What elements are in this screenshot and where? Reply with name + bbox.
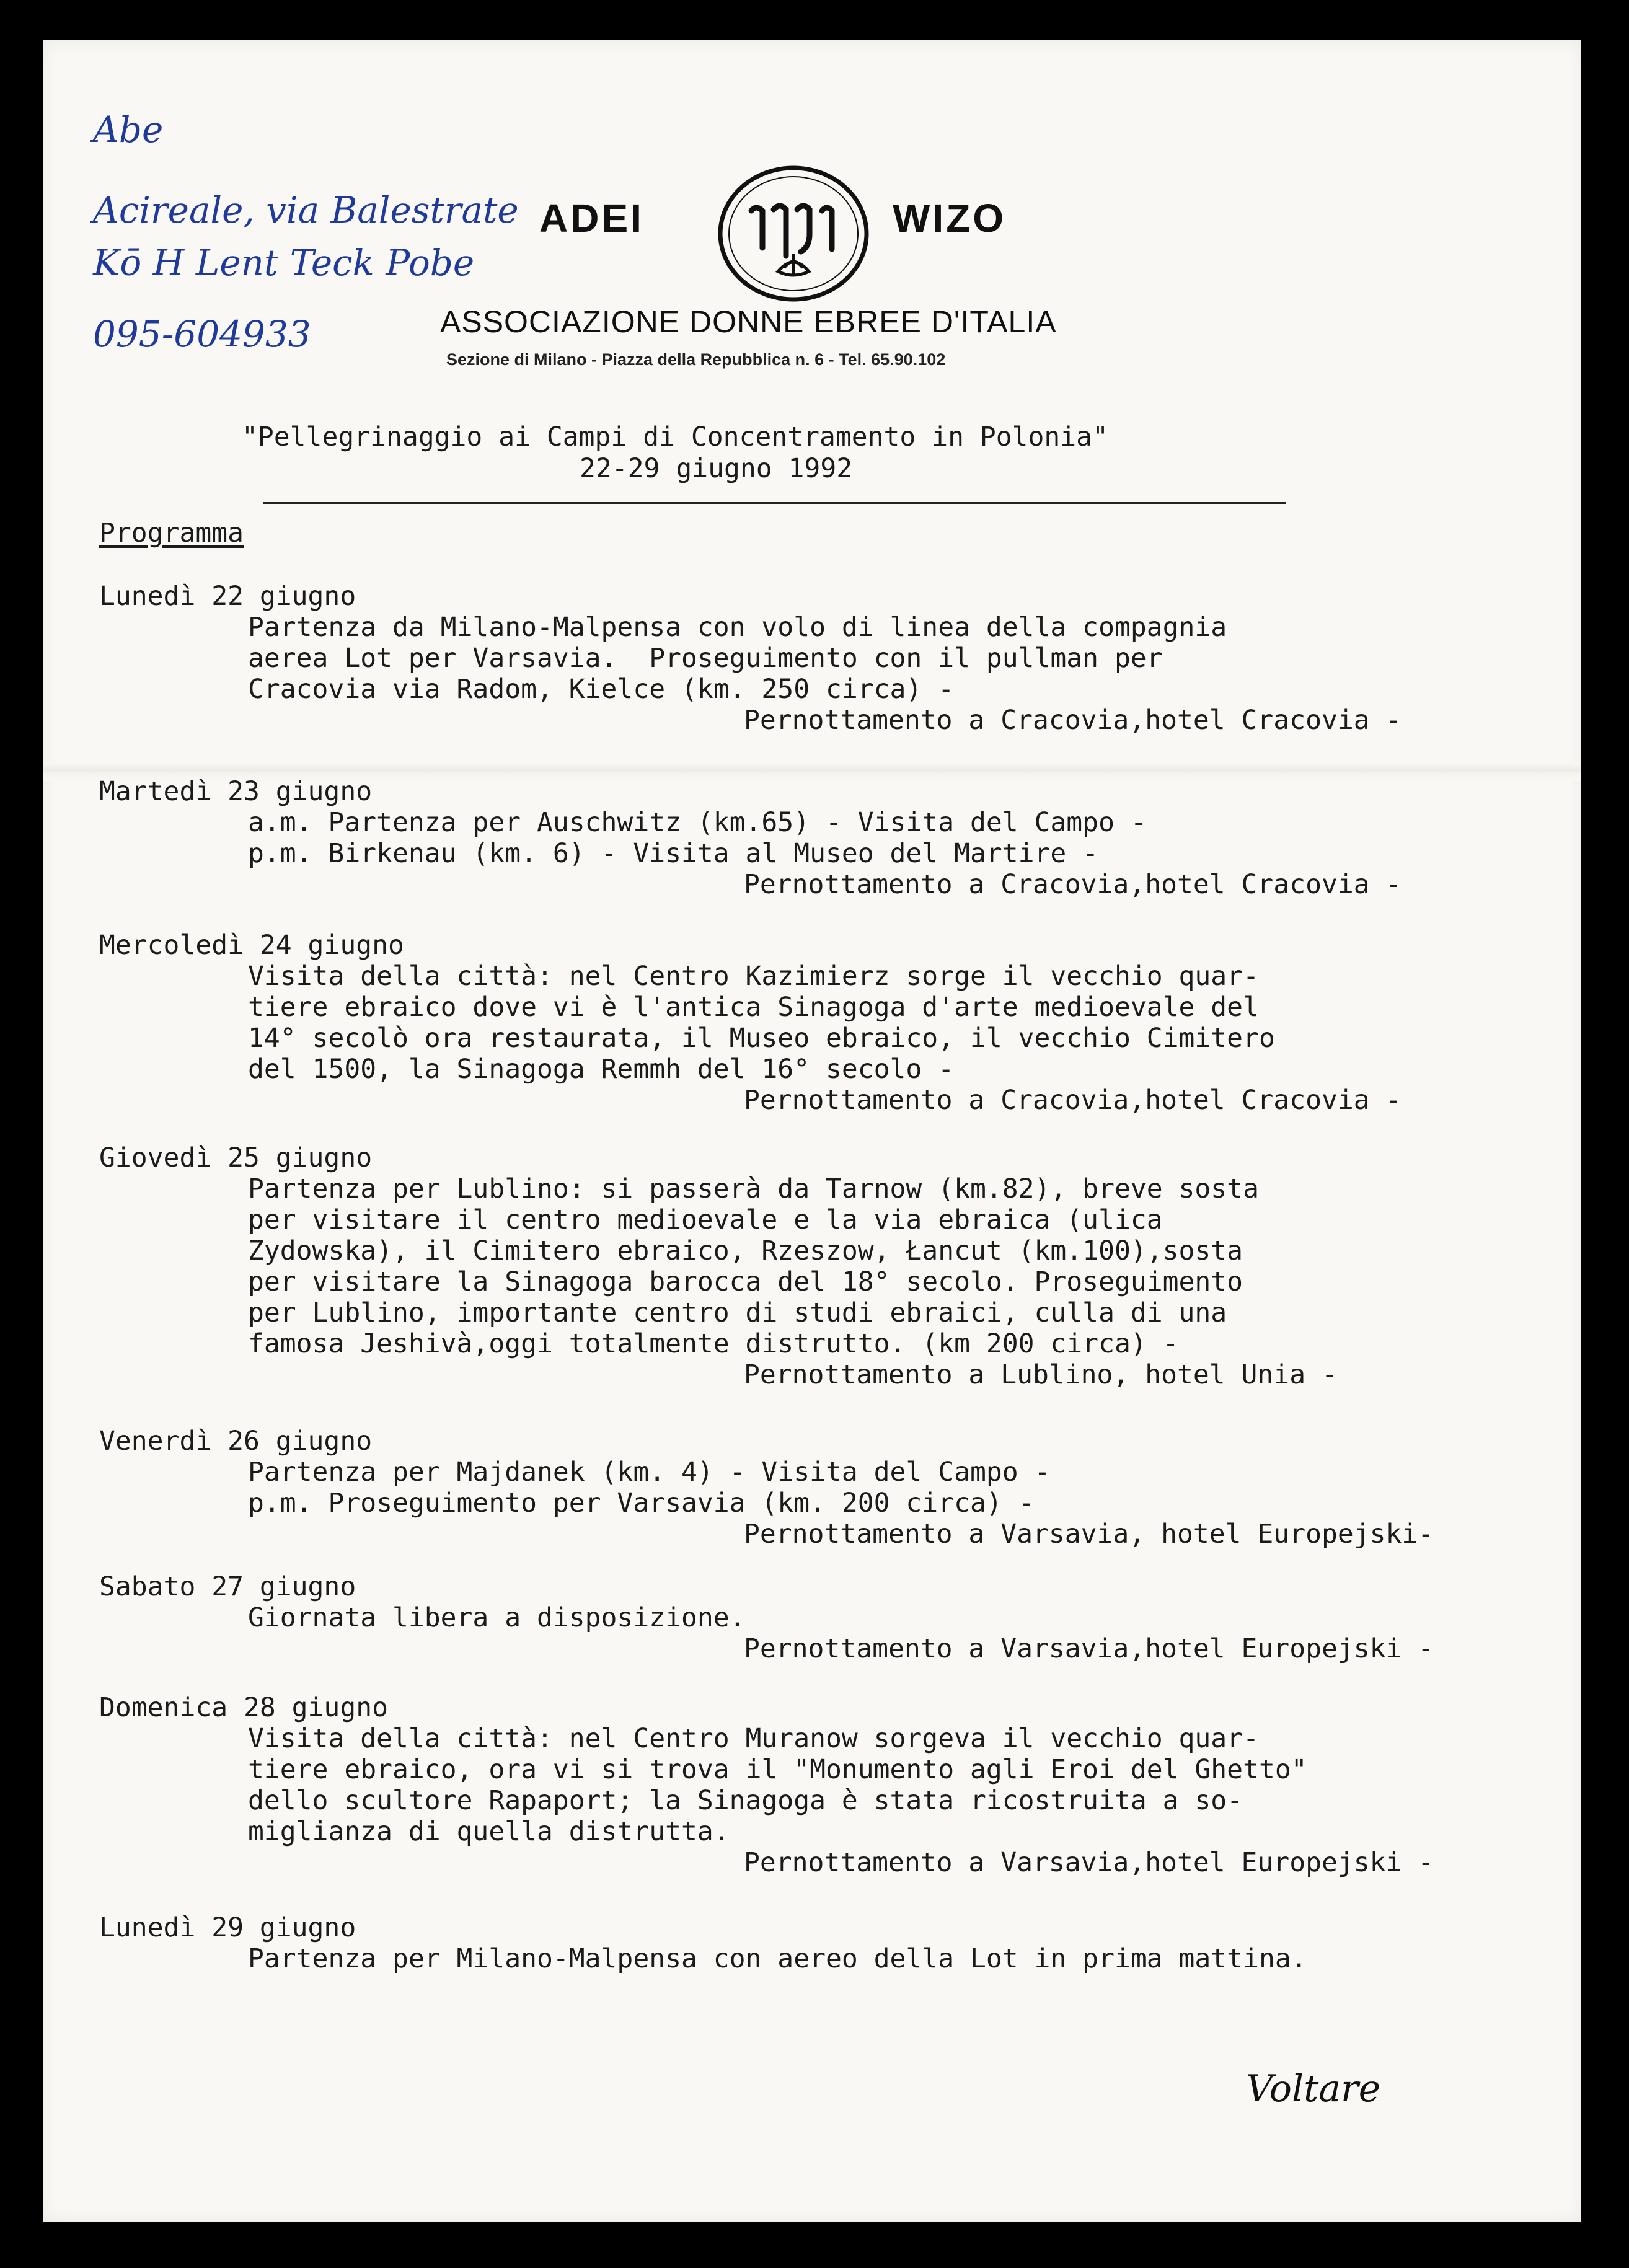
logo-adei: ADEI	[539, 196, 644, 240]
day-text-line: Zydowska), il Cimitero ebraico, Rzeszow, Łancut (km.100),sosta	[248, 1235, 1243, 1266]
overnight-line: Pernottamento a Varsavia,hotel Europejski -	[744, 1633, 1434, 1664]
day-text-line: Visita della città: nel Centro Muranow sorgeva il vecchio quar-	[248, 1723, 1259, 1754]
wizo-seal-icon	[713, 161, 874, 307]
handwritten-note-2: Acireale, via Balestrate	[93, 189, 519, 231]
day-heading: Giovedì 25 giugno	[99, 1142, 373, 1173]
day-text-line: Partenza per Lublino: si passerà da Tarnow (km.82), breve sosta	[248, 1173, 1259, 1204]
handwritten-phone: 095-604933	[93, 313, 311, 355]
day-text-line: Visita della città: nel Centro Kazimierz sorge il vecchio quar-	[248, 961, 1259, 992]
day-text-line: dello scultore Rapaport; la Sinagoga è stata ricostruita a so-	[248, 1785, 1243, 1816]
day-text-line: tiere ebraico, ora vi si trova il "Monumento agli Eroi del Ghetto"	[248, 1754, 1307, 1785]
handwritten-note-1: Abe	[93, 108, 164, 151]
overnight-line: Pernottamento a Cracovia,hotel Cracovia -	[744, 1085, 1402, 1116]
association-name: ASSOCIAZIONE DONNE EBREE D'ITALIA	[440, 304, 1057, 339]
handwritten-signature: Voltare	[1246, 2067, 1381, 2111]
day-text-line: miglianza di quella distrutta.	[248, 1816, 730, 1847]
day-heading: Venerdì 26 giugno	[99, 1426, 373, 1457]
day-text-line: Cracovia via Radom, Kielce (km. 250 circa) -	[248, 674, 955, 705]
title-divider	[263, 502, 1286, 504]
day-heading: Domenica 28 giugno	[99, 1692, 388, 1723]
day-heading: Sabato 27 giugno	[99, 1571, 356, 1602]
day-heading: Martedì 23 giugno	[99, 776, 373, 807]
day-text-line: Partenza per Majdanek (km. 4) - Visita del Campo -	[248, 1457, 1051, 1488]
document-page	[43, 40, 1581, 2222]
day-text-line: 14° secolò ora restaurata, il Museo ebraico, il vecchio Cimitero	[248, 1023, 1275, 1054]
overnight-line: Pernottamento a Lublino, hotel Unia -	[744, 1359, 1338, 1390]
day-text-line: tiere ebraico dove vi è l'antica Sinagoga d'arte medioevale del	[248, 992, 1259, 1023]
overnight-line: Pernottamento a Varsavia,hotel Europejski -	[744, 1847, 1434, 1878]
overnight-line: Pernottamento a Cracovia,hotel Cracovia -	[744, 869, 1402, 900]
day-heading: Lunedì 29 giugno	[99, 1912, 356, 1943]
day-heading: Mercoledì 24 giugno	[99, 930, 404, 961]
logo-wizo: WIZO	[893, 196, 1007, 240]
pilgrimage-dates: 22-29 giugno 1992	[580, 453, 853, 484]
day-text-line: a.m. Partenza per Auschwitz (km.65) - Visita del Campo -	[248, 807, 1147, 838]
day-text-line: p.m. Proseguimento per Varsavia (km. 200 circa) -	[248, 1488, 1035, 1519]
day-text-line: del 1500, la Sinagoga Remmh del 16° secolo -	[248, 1054, 955, 1085]
pilgrimage-title: "Pellegrinaggio ai Campi di Concentramento in Polonia"	[242, 421, 1108, 452]
day-text-line: per visitare il centro medioevale e la via ebraica (ulica	[248, 1204, 1163, 1235]
programma-heading: Programma	[99, 518, 244, 549]
day-heading: Lunedì 22 giugno	[99, 581, 356, 612]
overnight-line: Pernottamento a Cracovia,hotel Cracovia -	[744, 705, 1402, 736]
handwritten-note-3: Kō H Lent Teck Pobe	[93, 242, 475, 284]
day-text-line: per visitare la Sinagoga barocca del 18° secolo. Proseguimento	[248, 1266, 1243, 1297]
day-text-line: Partenza da Milano-Malpensa con volo di linea della compagnia	[248, 612, 1227, 643]
overnight-line: Pernottamento a Varsavia, hotel Europejski-	[744, 1519, 1434, 1550]
section-address: Sezione di Milano - Piazza della Repubblica n. 6 - Tel. 65.90.102	[446, 350, 946, 369]
day-text-line: p.m. Birkenau (km. 6) - Visita al Museo del Martire -	[248, 838, 1099, 869]
day-text-line: Giornata libera a disposizione.	[248, 1602, 746, 1633]
day-text-line: famosa Jeshivà,oggi totalmente distrutto. (km 200 circa) -	[248, 1328, 1179, 1359]
day-text-line: per Lublino, importante centro di studi ebraici, culla di una	[248, 1297, 1227, 1328]
day-text-line: Partenza per Milano-Malpensa con aereo della Lot in prima mattina.	[248, 1943, 1307, 1974]
day-text-line: aerea Lot per Varsavia. Proseguimento con il pullman per	[248, 643, 1163, 674]
